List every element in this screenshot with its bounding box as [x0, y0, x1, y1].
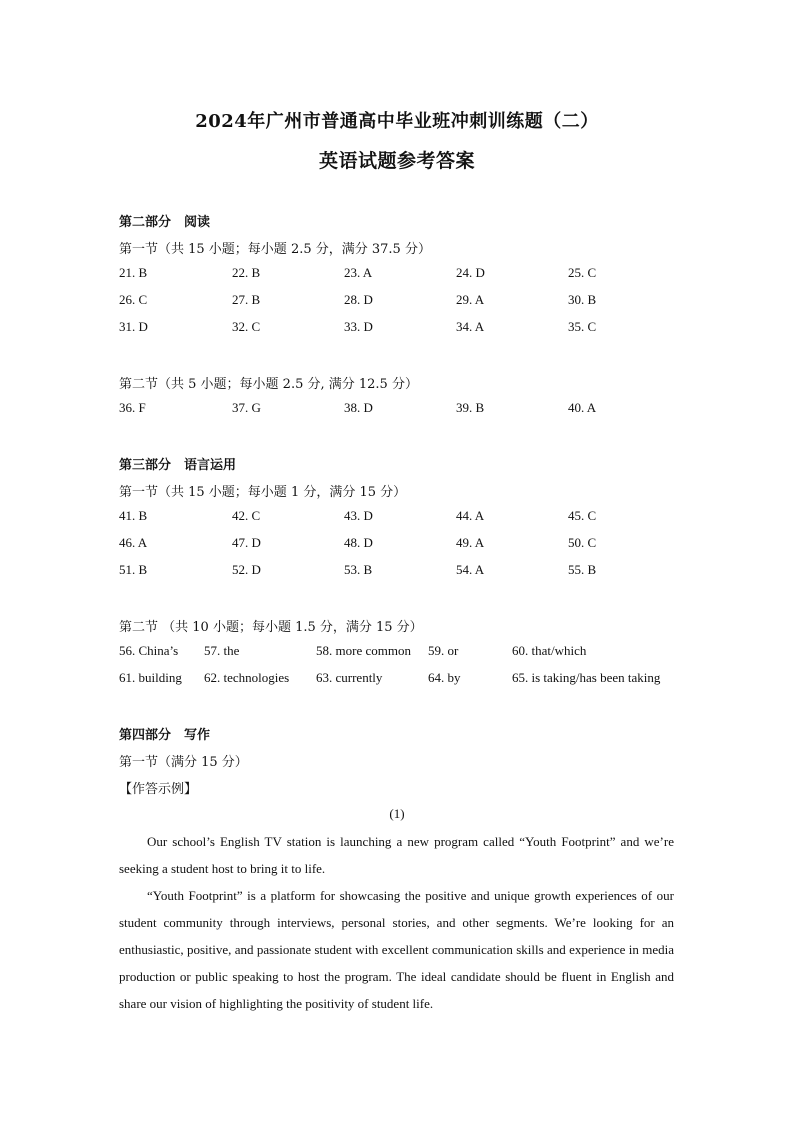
- answer-item: 28. D: [344, 292, 373, 307]
- answer-item: 54. A: [456, 562, 485, 577]
- sample-answer-label: 【作答示例】: [119, 782, 198, 797]
- answer-item: 38. D: [344, 400, 373, 415]
- answer-row: [0, 292, 794, 310]
- answer-item: 63. currently: [316, 670, 383, 685]
- answer-item: 36. F: [119, 400, 146, 415]
- answer-row: [0, 508, 794, 526]
- answer-item: 37. G: [232, 400, 261, 415]
- answer-item: 53. B: [344, 562, 373, 577]
- answer-item: 42. C: [232, 508, 261, 523]
- answer-item: 29. A: [456, 292, 485, 307]
- answer-item: 49. A: [456, 535, 485, 550]
- answer-item: 52. D: [232, 562, 261, 577]
- answer-item: 31. D: [119, 319, 148, 334]
- answer-row: [0, 265, 794, 283]
- answer-item: 40. A: [568, 400, 597, 415]
- sample-paragraph: “Youth Footprint” is a platform for showcasing the positive and unique growth experiences of our student community through interviews, personal stories, and other segments. We’re looking for an enthusiastic, positive, and passionate student with excellent communication skills and experience in media production or public speaking to host the program. The ideal candidate should be fluent in English and share our vision of highlighting the positivity of student life.: [119, 888, 674, 1011]
- answer-item: 47. D: [232, 535, 261, 550]
- answer-item: 30. B: [568, 292, 597, 307]
- answer-item: 45. C: [568, 508, 597, 523]
- answer-row: [0, 400, 794, 418]
- answer-item: 44. A: [456, 508, 485, 523]
- answer-item: 60. that/which: [512, 643, 587, 658]
- answer-item: 50. C: [568, 535, 597, 550]
- part3-section1-label: 第一节（共 15 小题；每小题 1 分，满分 15 分）: [119, 485, 407, 500]
- sample-number: (1): [389, 806, 405, 821]
- answer-item: 55. B: [568, 562, 597, 577]
- answer-item: 46. A: [119, 535, 148, 550]
- answer-item: 35. C: [568, 319, 597, 334]
- part2-heading: 第二部分 阅读: [119, 215, 211, 230]
- answer-row: [0, 535, 794, 553]
- answer-item: 24. D: [456, 265, 485, 280]
- answer-item: 25. C: [568, 265, 597, 280]
- answer-row: [0, 319, 794, 337]
- part3-heading: 第三部分 语言运用: [119, 458, 237, 473]
- answer-item: 51. B: [119, 562, 148, 577]
- answer-item: 61. building: [119, 670, 182, 685]
- answer-item: 34. A: [456, 319, 485, 334]
- answer-item: 27. B: [232, 292, 261, 307]
- part4-section1-label: 第一节（满分 15 分）: [119, 755, 248, 770]
- answer-item: 56. China’s: [119, 643, 179, 658]
- part2-section2-label: 第二节（共 5 小题；每小题 2.5 分, 满分 12.5 分）: [119, 377, 418, 392]
- answer-row: [0, 562, 794, 580]
- answer-item: 57. the: [204, 643, 240, 658]
- document-subtitle: 英语试题参考答案: [318, 150, 475, 172]
- answer-row: [0, 643, 794, 661]
- part2-section1-label: 第一节（共 15 小题；每小题 2.5 分，满分 37.5 分）: [119, 242, 431, 257]
- answer-item: 22. B: [232, 265, 261, 280]
- answer-item: 64. by: [428, 670, 461, 685]
- answer-item: 32. C: [232, 319, 261, 334]
- part3-section2-label: 第二节 （共 10 小题；每小题 1.5 分，满分 15 分）: [119, 620, 423, 635]
- answer-item: 59. or: [428, 643, 459, 658]
- answer-item: 43. D: [344, 508, 373, 523]
- answer-item: 58. more common: [316, 643, 411, 658]
- answer-item: 21. B: [119, 265, 148, 280]
- answer-item: 33. D: [344, 319, 373, 334]
- answer-item: 39. B: [456, 400, 485, 415]
- answer-item: 23. A: [344, 265, 373, 280]
- answer-item: 65. is taking/has been taking: [512, 670, 661, 685]
- answer-row: [0, 670, 794, 688]
- document-title: 2024年广州市普通高中毕业班冲刺训练题（二）: [195, 111, 599, 132]
- answer-item: 62. technologies: [204, 670, 290, 685]
- answer-item: 48. D: [344, 535, 373, 550]
- answer-item: 41. B: [119, 508, 148, 523]
- sample-paragraph: Our school’s English TV station is launching a new program called “Youth Footprint” and we’re seeking a student host to bring it to life.: [119, 834, 674, 876]
- part4-heading: 第四部分 写作: [119, 728, 211, 743]
- answer-item: 26. C: [119, 292, 148, 307]
